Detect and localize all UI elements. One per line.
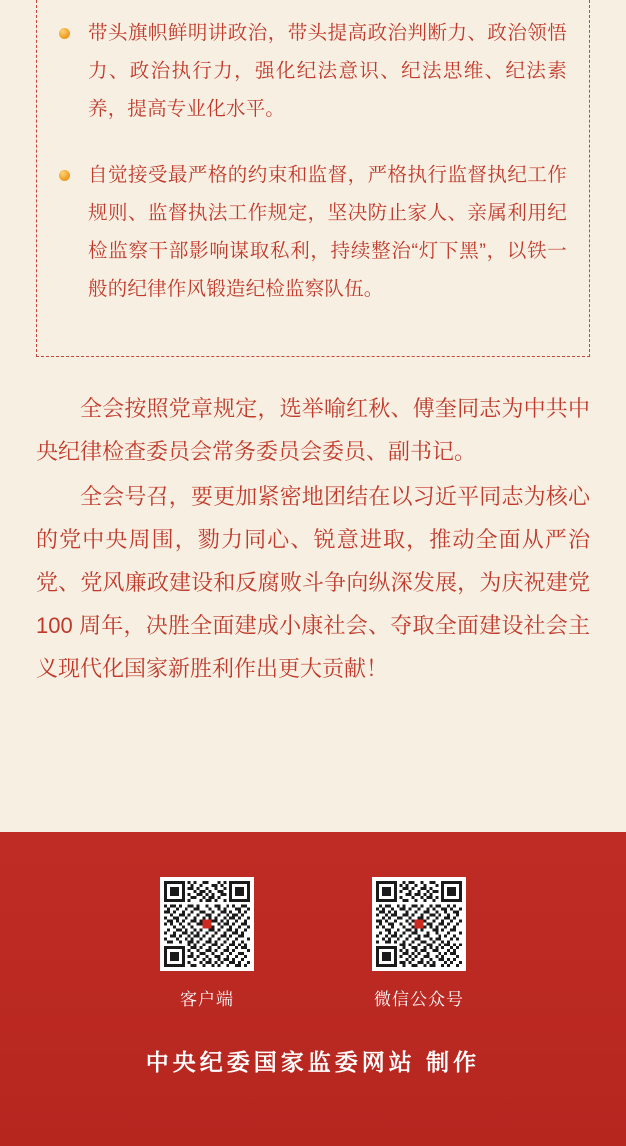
qr-label: 客户端 [180,990,234,1009]
box-top-spacer [59,0,567,14]
qr-code-graphic [164,881,250,967]
list-item-text: 自觉接受最严格的约束和监督，严格执行监督执纪工作规则、监督执法工作规定，坚决防止家人、亲属利用纪检监察干部影响谋取私利，持续整治“灯下黑”，以铁一般的纪律作风锻造纪检监察队伍。 [88,164,567,300]
paragraph: 全会号召，要更加紧密地团结在以习近平同志为核心的党中央周围，勠力同心、锐意进取，推动全面从严治党、党风廉政建设和反腐败斗争向纵深发展，为庆祝建党 100 周年，决胜全面建成小康社会、夺取全面建设社会主义现代化国家新胜利作出更大贡献！ [36,484,590,681]
footer-title: 中央纪委国家监委网站 制作 [145,1049,481,1075]
footer [0,832,626,1146]
paragraph: 全会按照党章规定，选举喻红秋、傅奎同志为中共中央纪律检查委员会常务委员会委员、副书记。 [36,396,590,464]
qr-code-icon[interactable] [160,877,254,971]
qr-row [0,832,626,1010]
callout-box [36,0,590,357]
bullet-dot-icon [59,170,70,181]
bullet-dot-icon [59,28,70,39]
body-section [0,357,626,690]
list-item [59,156,567,308]
qr-block-app [160,877,254,1010]
qr-label: 微信公众号 [374,990,464,1009]
qr-code-icon[interactable] [372,877,466,971]
qr-code-graphic [376,881,462,967]
list-item-text: 带头旗帜鲜明讲政治，带头提高政治判断力、政治领悟力、政治执行力，强化纪法意识、纪法思维、纪法素养，提高专业化水平。 [88,22,567,120]
list-item [59,14,567,128]
qr-block-wechat [372,877,466,1010]
